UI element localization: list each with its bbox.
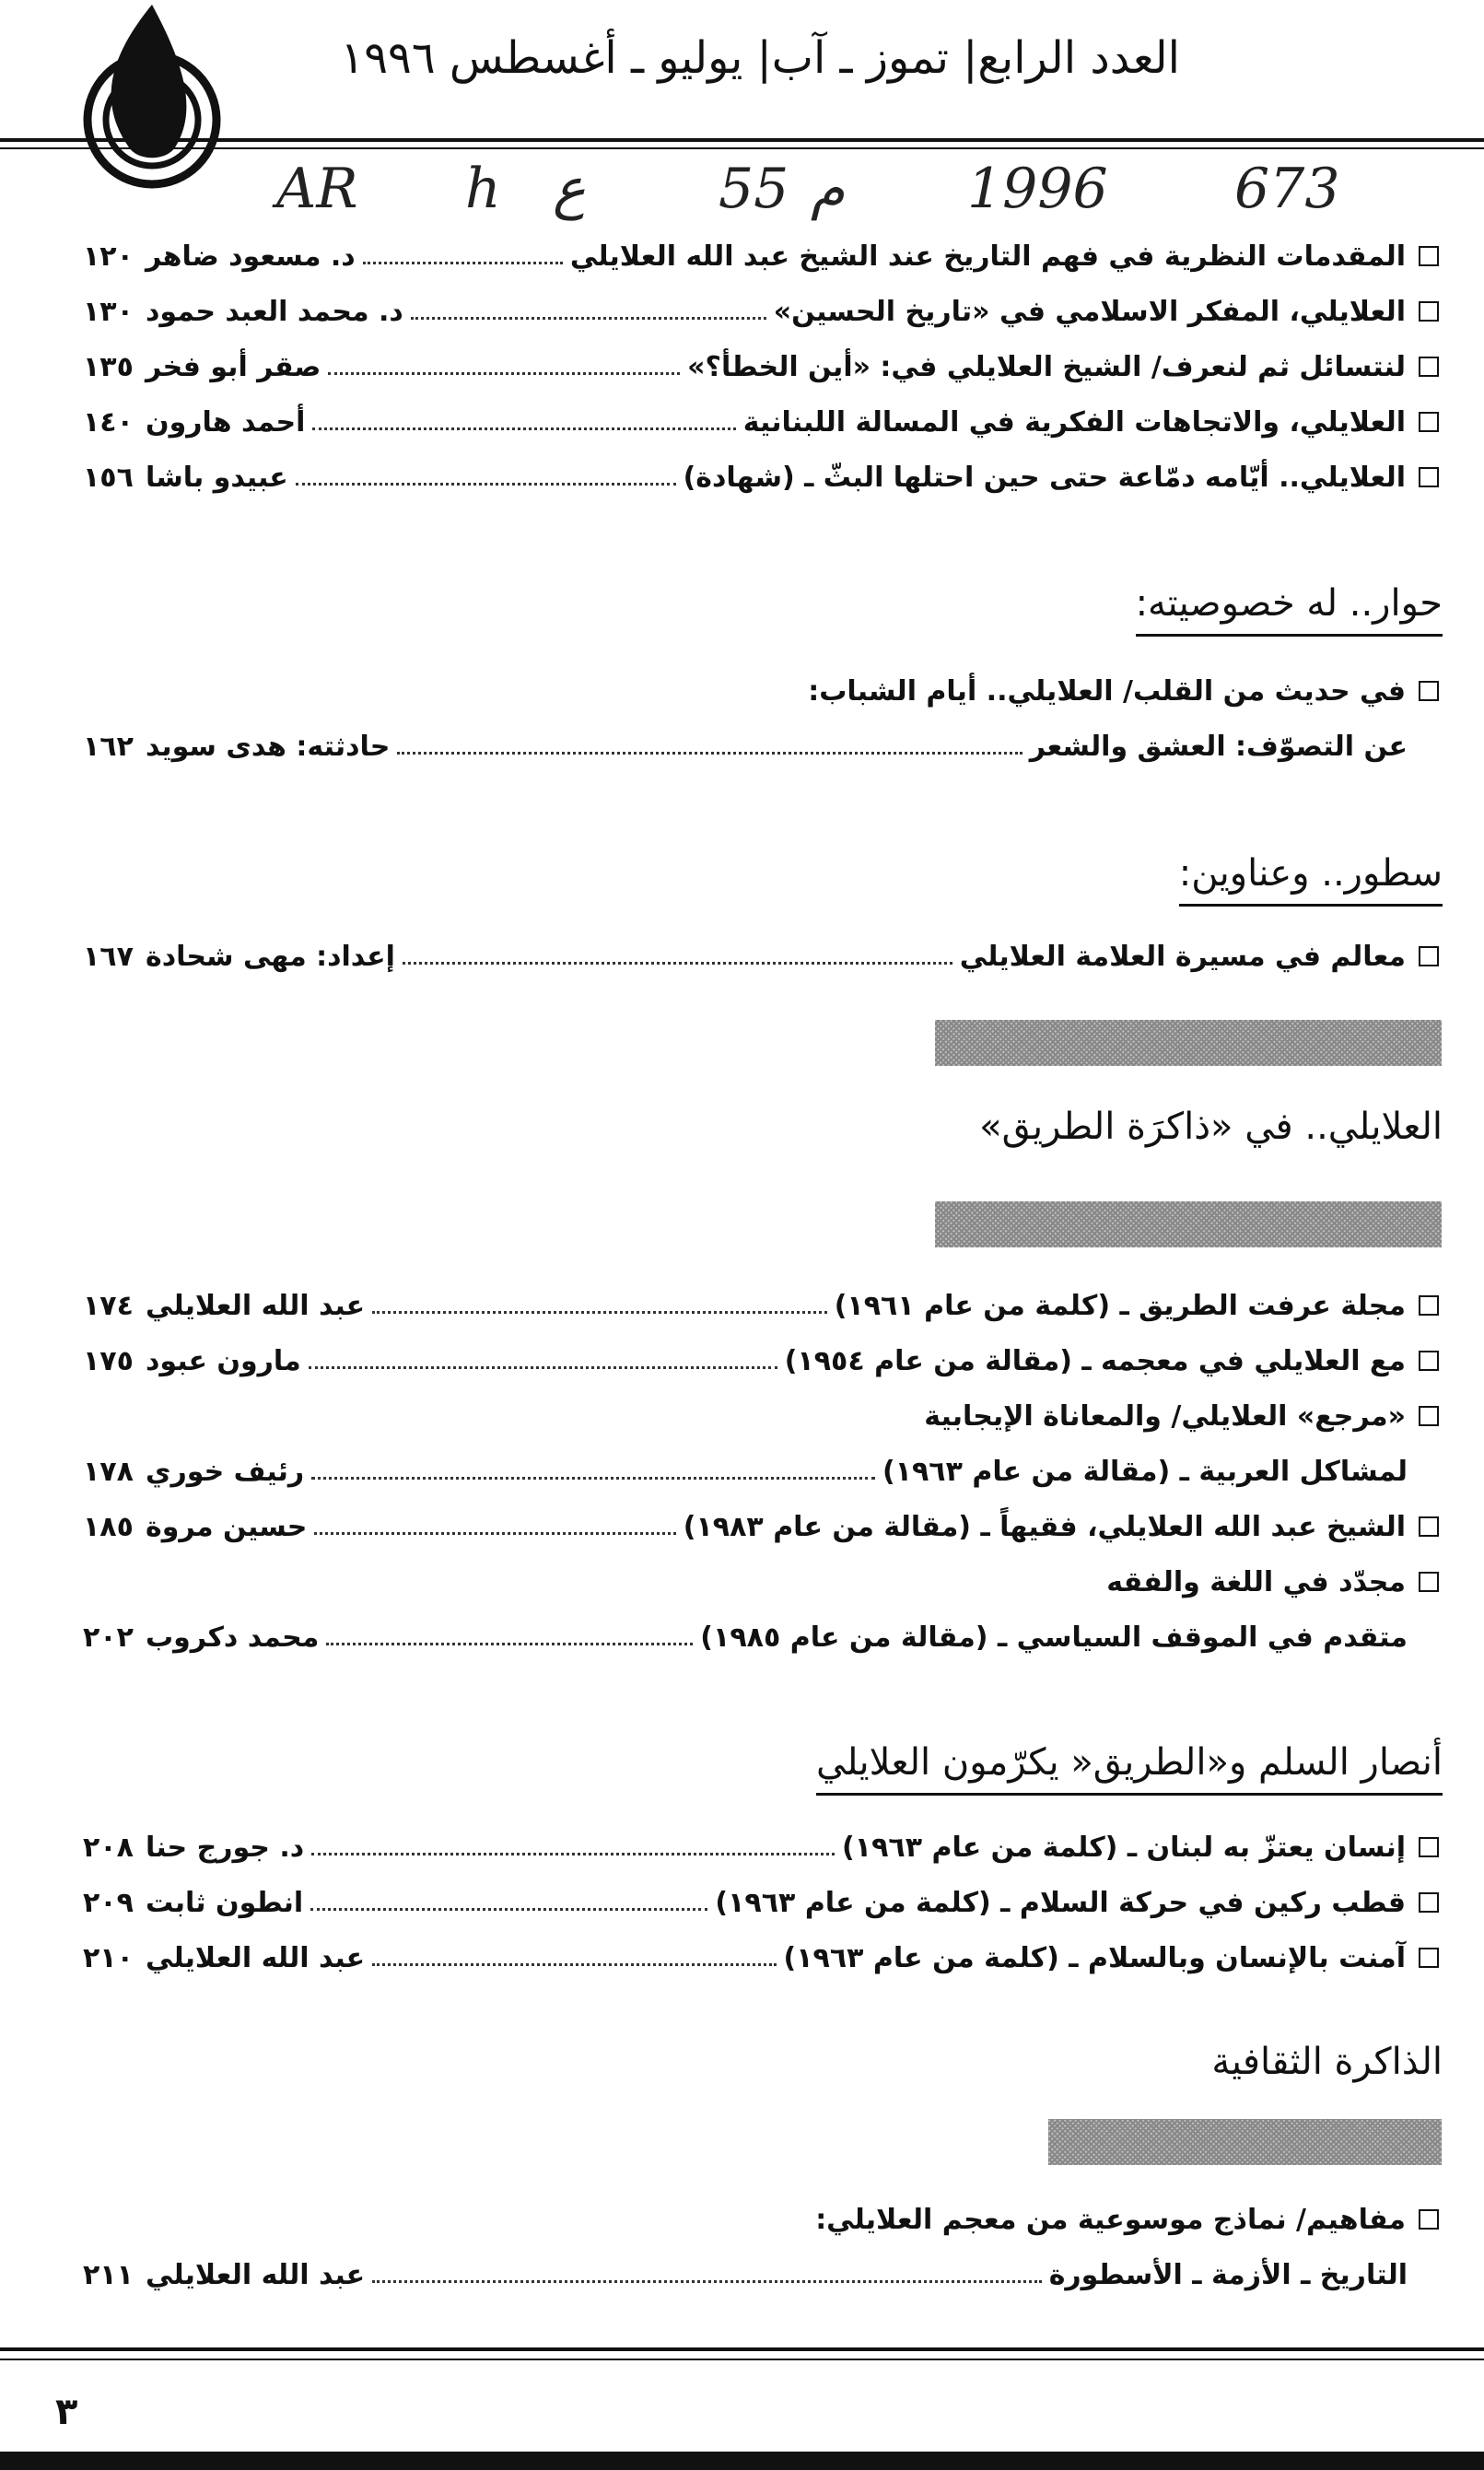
handwritten-note: 1996 <box>967 157 1108 221</box>
flame-logo-icon <box>74 0 230 189</box>
checkbox-icon <box>1419 681 1439 701</box>
toc-entry: معالم في مسيرة العلامة العلايلي إعداد: مهى شحادة ١٦٧ <box>83 936 1439 977</box>
checkbox-icon <box>1419 357 1439 377</box>
checkbox-icon <box>1419 1837 1439 1857</box>
checkbox-icon <box>1419 246 1439 266</box>
handwritten-note: AR <box>276 157 358 221</box>
toc-entry: مجلة عرفت الطريق ـ (كلمة من عام ١٩٦١) عبد الله العلايلي ١٧٤ <box>83 1285 1439 1326</box>
footer-rule <box>0 2347 1484 2351</box>
section-heading: الذاكرة الثقافية <box>1211 2041 1443 2083</box>
checkbox-icon <box>1419 1406 1439 1426</box>
header-rule-thin <box>0 147 1484 149</box>
toc-entry: إنسان يعتزّ به لبنان ـ (كلمة من عام ١٩٦٣) د. جورج حنا ٢٠٨ <box>83 1827 1439 1867</box>
shaded-band <box>1048 2119 1442 2165</box>
toc-entry: مع العلايلي في معجمه ـ (مقالة من عام ١٩٥٤) مارون عبود ١٧٥ <box>83 1340 1439 1381</box>
page-number: ٣ <box>55 2391 78 2433</box>
header-rule <box>0 138 1484 142</box>
section-heading: حوار.. له خصوصيته: <box>1136 582 1443 637</box>
toc-entry: لمشاكل العربية ـ (مقالة من عام ١٩٦٣) رئيف خوري ١٧٨ <box>83 1455 1408 1488</box>
footer-rule-thin <box>0 2359 1484 2360</box>
checkbox-icon <box>1419 1948 1439 1968</box>
handwritten-note: 55 <box>719 157 789 221</box>
handwritten-note: h <box>465 157 501 221</box>
handwritten-note: ع <box>553 157 586 221</box>
checkbox-icon <box>1419 412 1439 432</box>
toc-entry: آمنت بالإنسان وبالسلام ـ (كلمة من عام ١٩٦٣) عبد الله العلايلي ٢١٠ <box>83 1937 1439 1978</box>
checkbox-icon <box>1419 301 1439 322</box>
toc-entry: لنتسائل ثم لنعرف/ الشيخ العلايلي في: «أين الخطأ؟» صقر أبو فخر ١٣٥ <box>83 346 1439 387</box>
shaded-band <box>935 1201 1442 1247</box>
toc-entry: المقدمات النظرية في فهم التاريخ عند الشيخ عبد الله العلايلي د. مسعود ضاهر ١٢٠ <box>83 236 1439 276</box>
toc-entry: مفاهيم/ نماذج موسوعية من معجم العلايلي: <box>83 2199 1439 2240</box>
checkbox-icon <box>1419 1295 1439 1316</box>
handwritten-note: م <box>811 157 846 221</box>
checkbox-icon <box>1419 1892 1439 1913</box>
issue-title: العدد الرابع| تموز ـ آب| يوليو ـ أغسطس ١٩٩٦ <box>340 32 1180 84</box>
checkbox-icon <box>1419 946 1439 966</box>
section-heading: سطور.. وعناوين: <box>1179 852 1443 907</box>
toc-entry: قطب ركين في حركة السلام ـ (كلمة من عام ١٩٦٣) انطون ثابت ٢٠٩ <box>83 1882 1439 1923</box>
handwritten-note: 673 <box>1234 157 1340 221</box>
toc-entry: العلايلي، المفكر الاسلامي في «تاريخ الحسين» د. محمد العبد حمود ١٣٠ <box>83 291 1439 332</box>
toc-entry: في حديث من القلب/ العلايلي.. أيام الشباب: <box>83 671 1439 711</box>
toc-entry: «مرجع» العلايلي/ والمعاناة الإيجابية <box>83 1396 1439 1436</box>
toc-entry: مجدّد في اللغة والفقه <box>83 1562 1439 1602</box>
toc-entry: الشيخ عبد الله العلايلي، فقيهاً ـ (مقالة من عام ١٩٨٣) حسين مروة ١٨٥ <box>83 1506 1439 1547</box>
toc-entry: متقدم في الموقف السياسي ـ (مقالة من عام ١٩٨٥) محمد دكروب ٢٠٢ <box>83 1621 1408 1654</box>
toc-entry: العلايلي.. أيّامه دمّاعة حتى حين احتلها البثّ ـ (شهادة) عبيدو باشا ١٥٦ <box>83 457 1439 498</box>
toc-entry: العلايلي، والاتجاهات الفكرية في المسالة اللبنانية أحمد هارون ١٤٠ <box>83 402 1439 442</box>
section-heading: العلايلي.. في «ذاكرَة الطريق» <box>979 1106 1443 1148</box>
toc-entry: التاريخ ـ الأزمة ـ الأسطورة عبد الله العلايلي ٢١١ <box>83 2258 1408 2291</box>
checkbox-icon <box>1419 1516 1439 1537</box>
section-heading: أنصار السلم و«الطريق« يكرّمون العلايلي <box>816 1741 1443 1796</box>
toc-entry: عن التصوّف: العشق والشعر حادثته: هدى سويد ١٦٢ <box>83 730 1408 763</box>
checkbox-icon <box>1419 1351 1439 1371</box>
checkbox-icon <box>1419 1572 1439 1592</box>
shaded-band <box>935 1020 1442 1066</box>
checkbox-icon <box>1419 467 1439 487</box>
footer-bar <box>0 2452 1484 2470</box>
checkbox-icon <box>1419 2209 1439 2230</box>
